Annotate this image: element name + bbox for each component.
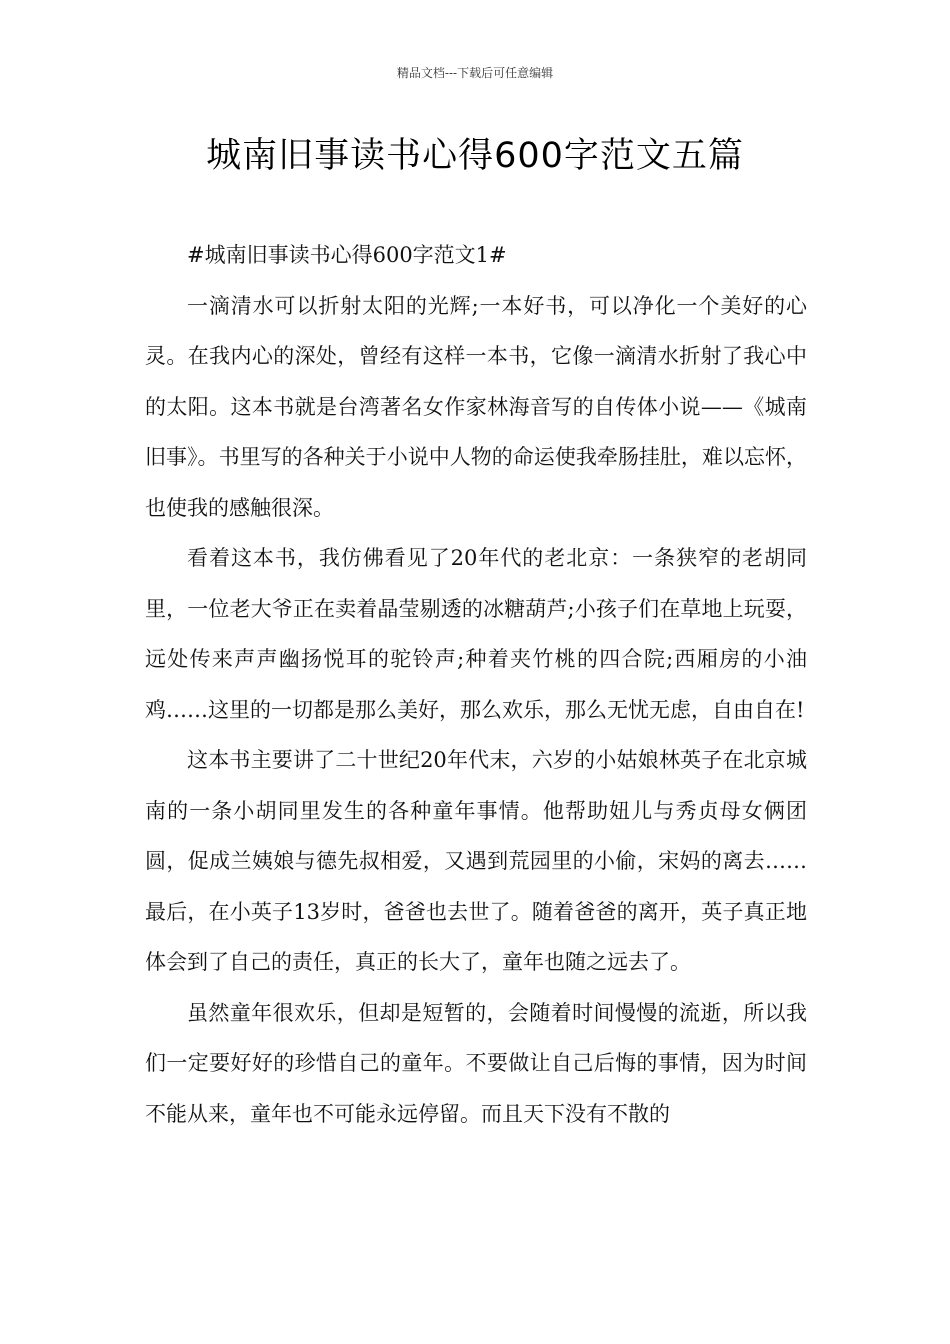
paragraph-2: 看着这本书，我仿佛看见了20年代的老北京：一条狭窄的老胡同里，一位老大爷正在卖着晶莹剔透的冰糖葫芦;小孩子们在草地上玩耍，远处传来声声幽扬悦耳的驼铃声;种着夹竹桃的四合院;西厢房的小油鸡……这里的一切都是那么美好，那么欢乐，那么无忧无虑，自由自在! [145, 546, 807, 722]
paragraph-1: 一滴清水可以折射太阳的光辉;一本好书，可以净化一个美好的心灵。在我内心的深处，曾经有这样一本书，它像一滴清水折射了我心中的太阳。这本书就是台湾著名女作家林海音写的自传体小说——《城南旧事》。书里写的各种关于小说中人物的命运使我牵肠挂肚，难以忘怀，也使我的感触很深。 [145, 293, 807, 520]
header-note: 精品文档---下载后可任意编辑 [396, 66, 554, 80]
section-heading: #城南旧事读书心得600字范文1# [187, 243, 507, 267]
paragraph-4: 虽然童年很欢乐，但却是短暂的，会随着时间慢慢的流逝，所以我们一定要好好的珍惜自己的童年。不要做让自己后悔的事情，因为时间不能从来，童年也不可能永远停留。而且天下没有不散的 [145, 1000, 807, 1126]
document-body [145, 230, 807, 1139]
document-title: 城南旧事读书心得600字范文五篇 [206, 136, 744, 176]
paragraph-3: 这本书主要讲了二十世纪20年代末，六岁的小姑娘林英子在北京城南的一条小胡同里发生的各种童年事情。他帮助妞儿与秀贞母女俩团圆，促成兰姨娘与德先叔相爱，又遇到荒园里的小偷，宋妈的离去……最后，在小英子13岁时，爸爸也去世了。随着爸爸的离开，英子真正地体会到了自己的责任，真正的长大了，童年也随之远去了。 [145, 748, 807, 974]
